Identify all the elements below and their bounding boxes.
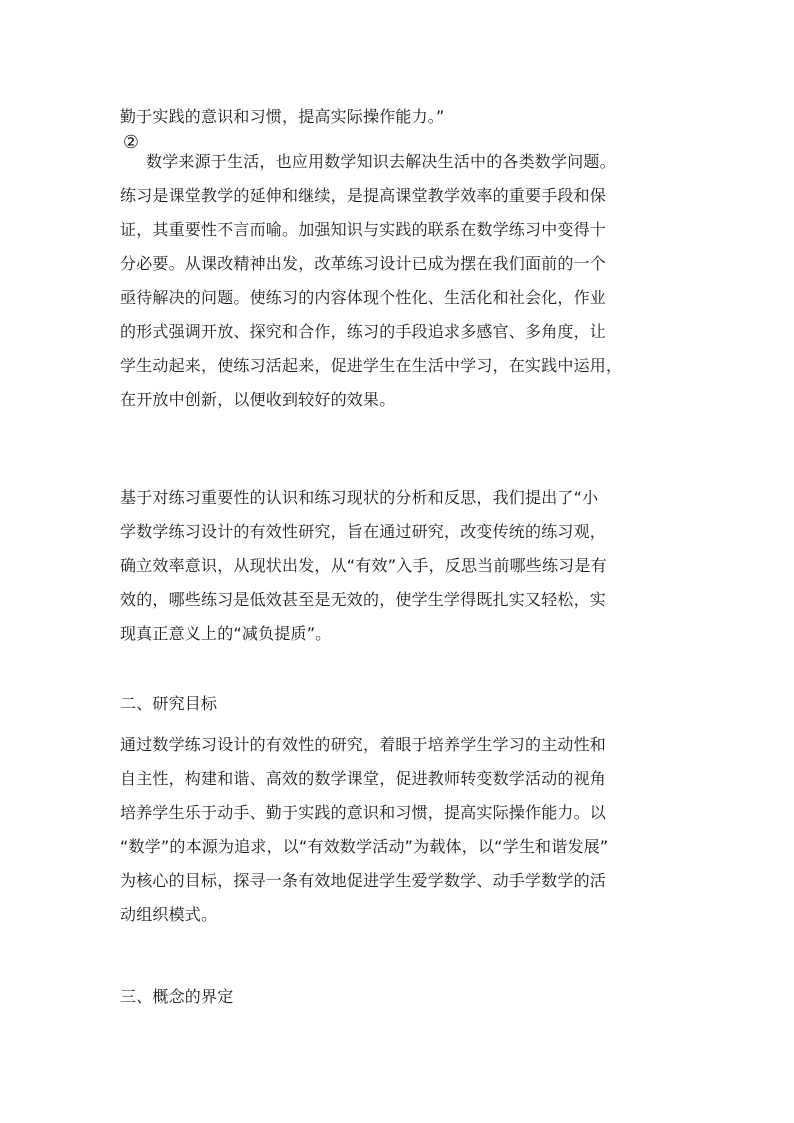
circled-number-marker: ② <box>122 132 140 153</box>
paragraph-line: 自主性，构建和谐、高效的数学课堂，促进教师转变数学活动的视角 <box>120 769 607 788</box>
paragraph-research-goals <box>120 728 682 932</box>
paragraph-research-rationale <box>120 481 682 651</box>
paragraph-line: 亟待解决的问题。使练习的内容体现个性化、生活化和社会化，作业 <box>120 288 607 307</box>
paragraph-line: 在开放中创新，以便收到较好的效果。 <box>120 390 396 409</box>
section-heading: 三、概念的界定 <box>120 987 234 1006</box>
paragraph-line: 学生动起来，使练习活起来，促进学生在生活中学习，在实践中运用， <box>120 356 623 375</box>
section-heading: 二、研究目标 <box>120 694 218 713</box>
paragraph-background <box>120 145 682 417</box>
section-heading-research-goals <box>120 687 682 721</box>
paragraph-line: 确立效率意识，从现状出发，从“有效”入手，反思当前哪些练习是有 <box>120 556 607 575</box>
paragraph-line: 证，其重要性不言而喻。加强知识与实践的联系在数学练习中变得十 <box>120 220 607 239</box>
paragraph-line: “数学”的本源为追求，以“有效数学活动”为载体，以“学生和谐发展” <box>120 837 609 856</box>
section-heading-concept-definition <box>120 980 682 1014</box>
paragraph-line: 学数学练习设计的有效性研究，旨在通过研究，改变传统的练习观， <box>120 522 607 541</box>
paragraph-line: 效的，哪些练习是低效甚至是无效的，使学生学得既扎实又轻松，实 <box>120 590 607 609</box>
paragraph-line: 的形式强调开放、探究和合作，练习的手段追求多感官、多角度，让 <box>120 322 607 341</box>
paragraph-line: 勤于实践的意识和习惯，提高实际操作能力。” <box>120 107 445 126</box>
paragraph-line: 为核心的目标，探寻一条有效地促进学生爱学数学、动手学数学的活 <box>120 871 607 890</box>
paragraph-line: 现真正意义上的“减负提质”。 <box>120 624 332 643</box>
paragraph-line: 通过数学练习设计的有效性的研究，着眼于培养学生学习的主动性和 <box>120 735 607 754</box>
paragraph-line: 基于对练习重要性的认识和练习现状的分析和反思，我们提出了“小 <box>120 488 599 507</box>
paragraph-line: 培养学生乐于动手、勤于实践的意识和习惯，提高实际操作能力。以 <box>120 803 607 822</box>
paragraph-line: 数学来源于生活，也应用数学知识去解决生活中的各类数学问题。 <box>146 152 616 171</box>
paragraph-line: 动组织模式。 <box>120 905 218 924</box>
paragraph-continuation <box>120 100 682 134</box>
paragraph-line: 分必要。从课改精神出发，改革练习设计已成为摆在我们面前的一个 <box>120 254 607 273</box>
paragraph-line: 练习是课堂教学的延伸和继续，是提高课堂教学效率的重要手段和保 <box>120 186 607 205</box>
